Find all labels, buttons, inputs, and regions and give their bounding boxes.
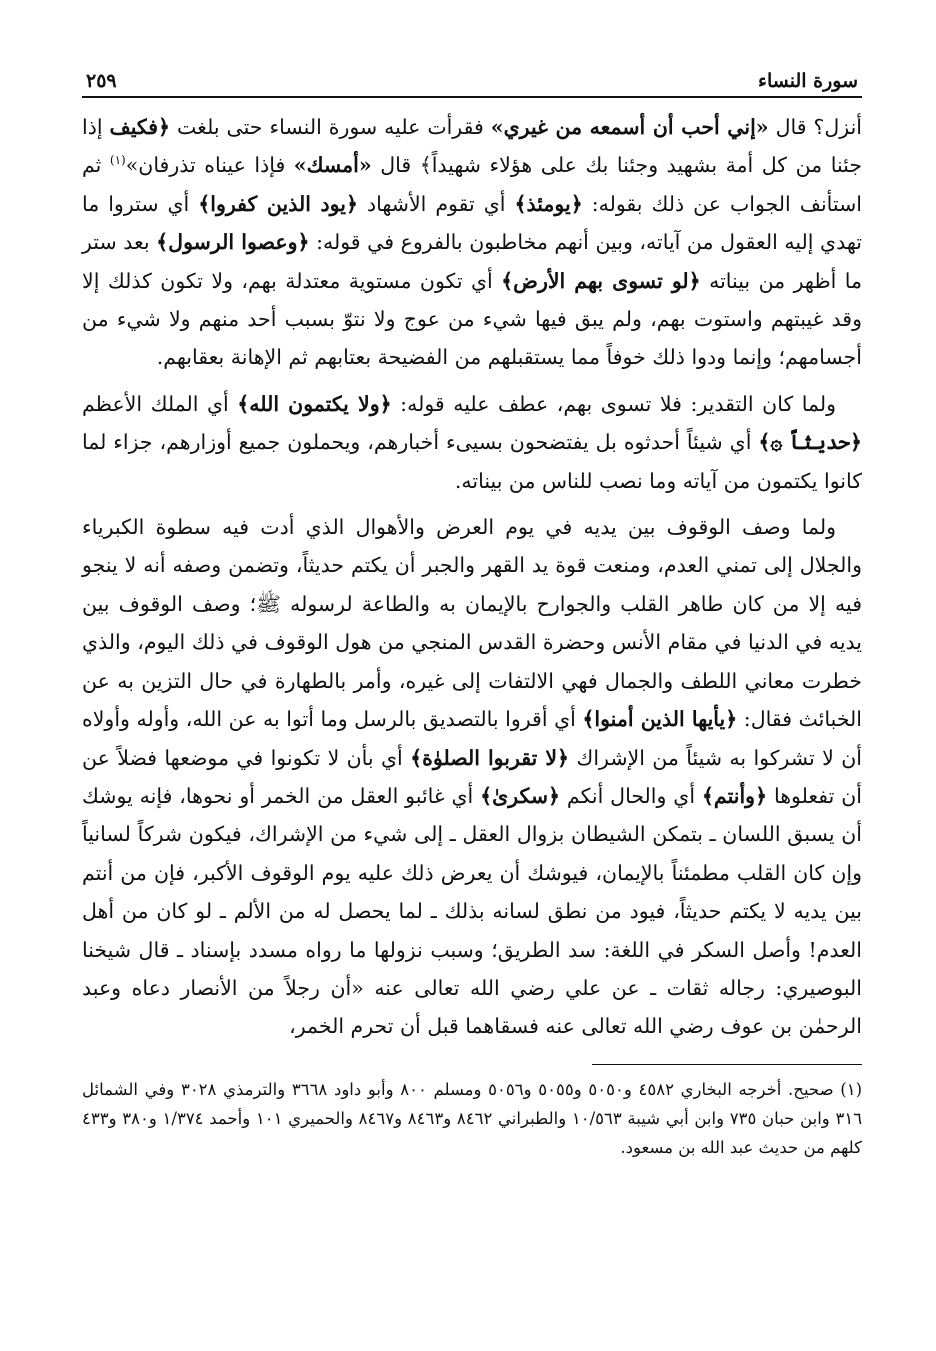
text-run: أنزل؟ قال: [768, 115, 863, 139]
main-text: [82, 108, 862, 1046]
paragraph-1: [82, 108, 862, 377]
text-run: أي الملك الأعظم: [82, 391, 238, 416]
page-number: ٢٥٩: [86, 70, 117, 92]
hadith-quote: «أمسك»: [293, 153, 372, 178]
running-header: [82, 58, 862, 96]
footnote-rule: [592, 1064, 862, 1065]
text-run: أي والحال أنكم: [560, 783, 702, 808]
surah-title: سورة النساء: [758, 70, 858, 92]
hadith-quote: «إني أحب أن أسمعه من غيري»: [490, 115, 769, 139]
quran-quote: ﴿لا تقربوا الصلوٰة﴾: [410, 745, 570, 770]
quran-quote: ﴿يومئذ﴾: [514, 191, 583, 216]
paragraph-3: [82, 508, 862, 1046]
text-run: أي تكون مستوية معتدلة بهم، ولا تكون كذلك إلا وقد غيبتهم واستوت بهم، ولم يبق فيها شيء من عوج ولا نتوّ بسبب أحد منهم ولا شيء من أجسامهم؛ وإنما ودوا ذلك خوفاً مما يستقبلهم من الفضيحة بعتابهم ثم الإهانة بعقابهم.: [82, 268, 862, 370]
text-run: ثم استأنف الجواب عن ذلك بقوله:: [82, 153, 862, 216]
text-run: إذا جئنا من كل أمة بشهيد وجئنا بك على هؤلاء شهيداً﴾: [82, 115, 862, 178]
text-run: ولما وصف الوقوف بين يديه في يوم العرض والأهوال الذي أدت فيه سطوة الكبرياء والجلال إلى تمني العدم، ومنعت قوة يد القهر والجبر أن يكتم حديثاً، وتضمن وصفه أنه لا ينجو فيه إلا من كان طاهر القلب والجوارح بالإيمان به والطاعة لرسوله ﷺ؛ وصف الوقوف بين يديه في الدنيا في مقام الأنس وحضرة القدس المنجي من هول الوقوف في ذلك اليوم، والذي خطرت معاني اللطف والجمال فهي الالتفات إلى غيره، وأمر بالطهارة في حال التزين به عن الخبائث فقال:: [82, 515, 862, 732]
quran-quote: ﴿سكرىٰ﴾: [480, 783, 561, 808]
book-page: [82, 58, 862, 1298]
text-run: أي تقوم الأشهاد: [357, 191, 515, 216]
quran-quote: ﴿يود الذين كفروا﴾: [198, 191, 358, 216]
quran-quote: ﴿لو تسوى بهم الأرض﴾: [501, 268, 701, 293]
text-run: فإذا عيناه تذرفان»: [125, 153, 294, 178]
paragraph-2: [82, 385, 862, 500]
text-run: قال: [371, 153, 420, 178]
header-rule: [82, 96, 862, 98]
footnote-marker: (١): [109, 153, 126, 168]
quran-quote: ﴿وعصوا الرسول﴾: [156, 230, 310, 255]
text-run: أي ستروا ما تهدي إليه العقول من آياته، وبين أنهم مخاطبون بالفروع في قوله:: [82, 191, 862, 255]
text-run: أي بأن لا تكونوا في موضعها فضلاً عن أن تفعلوها: [82, 745, 863, 808]
footnote: [82, 1075, 862, 1162]
text-run: فقرأت عليه سورة النساء حتى بلغت: [170, 115, 491, 139]
quran-quote: ﴿ولا يكتمون الله﴾: [237, 391, 392, 416]
quran-quote: ﴿وأنتم﴾: [701, 783, 768, 808]
footnote-text: صحيح. أخرجه البخاري ٤٥٨٢ و٥٠٥٠ و٥٠٥٥ و٥٠٥٦ ومسلم ٨٠٠ وأبو داود ٣٦٦٨ والترمذي ٣٠٢٨ وفي الشمائل ٣١٦ وابن حبان ٧٣٥ وابن أبي شيبة ١٠/٥٦٣ والطبراني ٨٤٦٢ و٨٤٦٣ و٨٤٦٧ والحميري ١٠١ وأحمد ١/٣٧٤ و٣٨٠ و٤٣٣ كلهم من حديث عبد الله بن مسعود.: [82, 1079, 863, 1157]
text-run: بعد ستر ما أظهر من بيناته: [82, 230, 863, 293]
footnote-number: (١): [840, 1079, 863, 1099]
text-run: أي شيئاً أحدثوه بل يفتضحون بسيىء أخبارهم، ويحملون جميع أوزارهم، جزاء لما كانوا يكتمون من آياته وما نصب للناس من بيناته.: [82, 430, 862, 493]
text-run: ولما كان التقدير: فلا تسوى بهم، عطف عليه قوله:: [391, 391, 836, 416]
quran-quote: ﴿حديثاً ۞﴾: [758, 430, 862, 455]
quran-quote: ﴿فكيف: [109, 115, 171, 139]
text-run: أي غائبو العقل من الخمر أو نحوها، فإنه يوشك أن يسبق اللسان ـ بتمكن الشيطان بزوال العقل ـ إلى شيء من الإشراك، فيكون شركاً لسانياً وإن كان القلب مطمئناً بالإيمان، فيوشك أن يعرض ذلك عليه يوم الوقوف الأكبر، فإن من أنتم بين يديه لا يكتم حديثاً، فيود من نطق لسانه بذلك ـ لما يحصل له من الألم ـ لو كان من أهل العدم! وأصل السكر في اللغة: سد الطريق؛ وسبب نزولها ما رواه مسدد بإسناد ـ قال شيخنا البوصيري: رجاله ثقات ـ عن علي رضي الله تعالى عنه «أن رجلاً من الأنصار دعاه وعبد الرحمٰن بن عوف رضي الله تعالى عنه فسقاهما قبل أن تحرم الخمر،: [82, 783, 862, 1039]
quran-quote: ﴿يأيها الذين أمنوا﴾: [582, 707, 738, 732]
text-run: أي أقروا بالتصديق بالرسل وما أتوا به عن الله، وأوله وأولاه أن لا تشركوا به شيئاً من الإشراك: [82, 707, 862, 770]
